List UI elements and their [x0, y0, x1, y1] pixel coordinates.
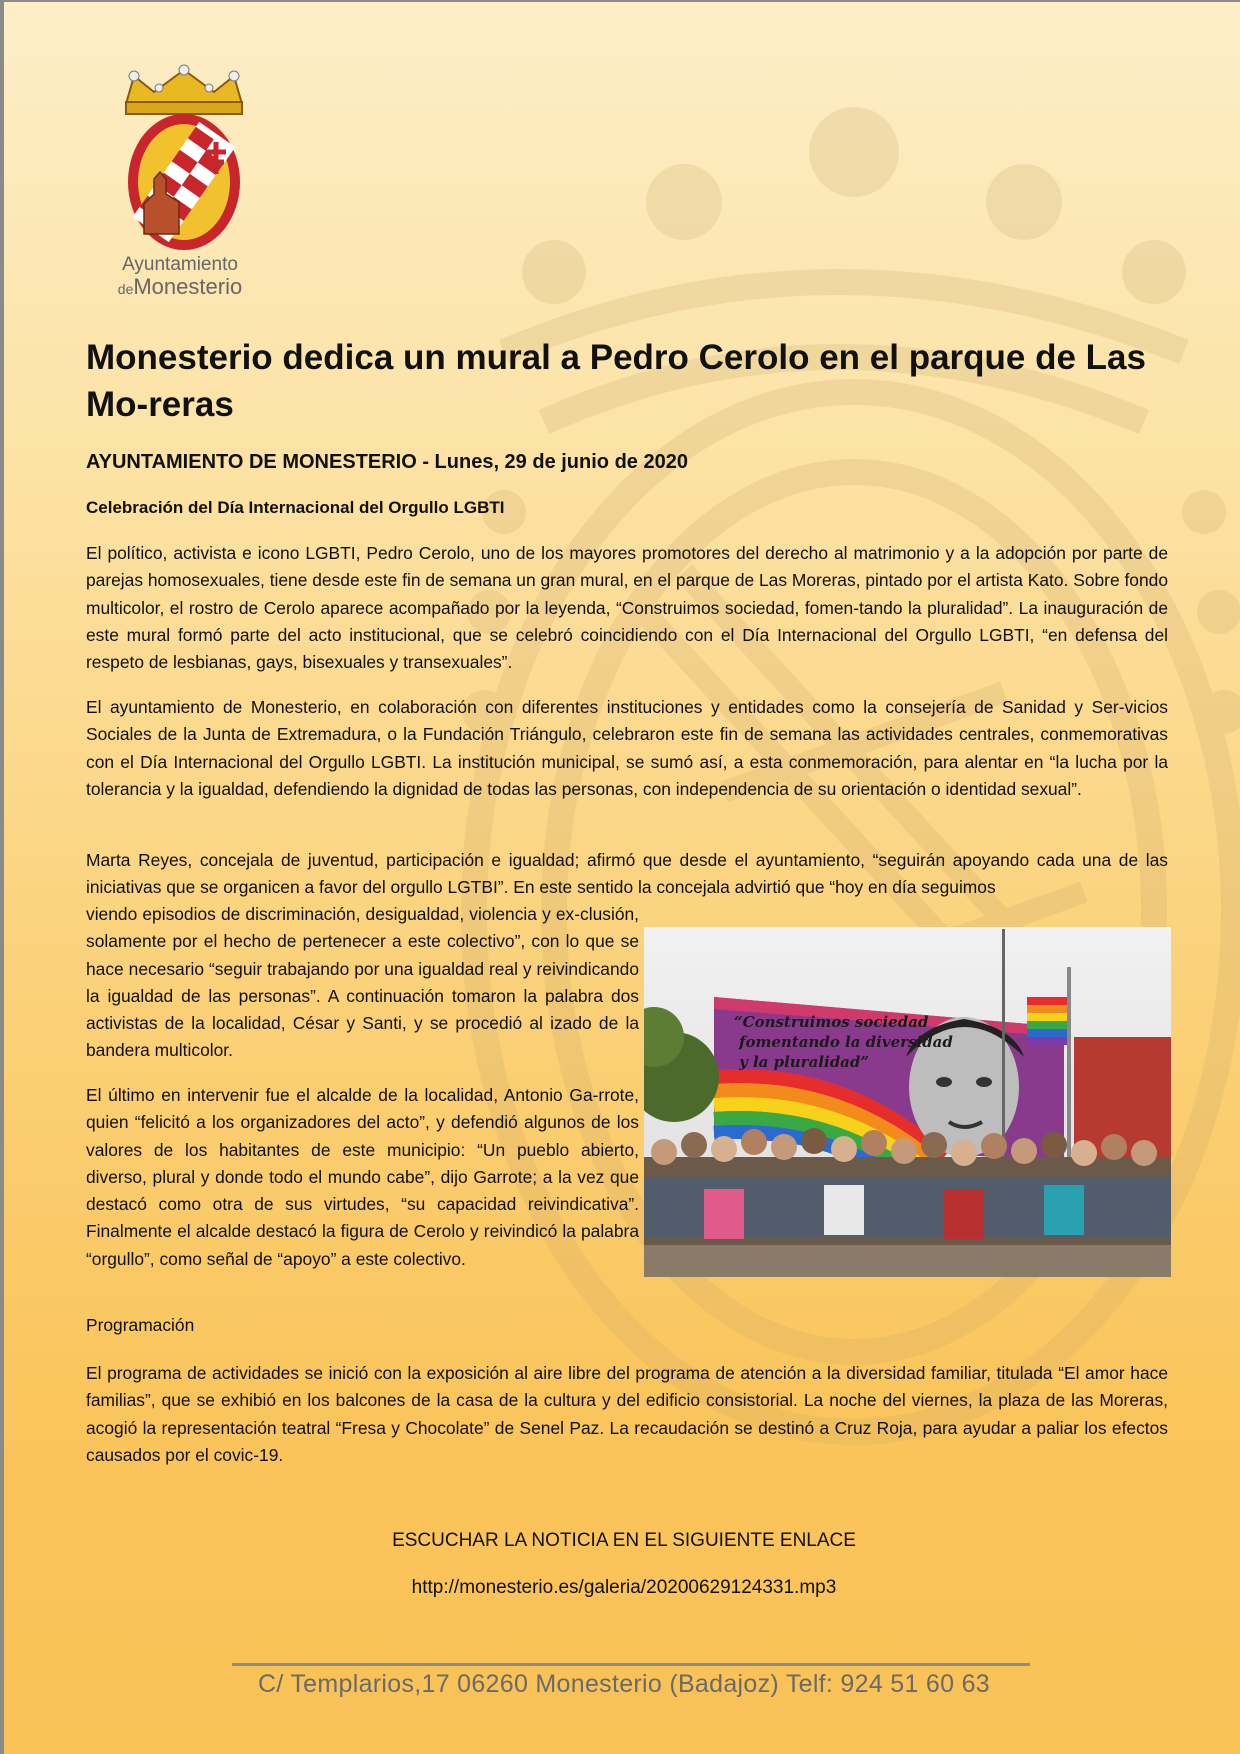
- article-byline: AYUNTAMIENTO DE MONESTERIO - Lunes, 29 de junio de 2020: [86, 451, 688, 473]
- paragraph-1: El político, activista e icono LGBTI, Pedro Cerolo, uno de los mayores promotores del derecho al matrimonio y a la adopción por parte de parejas homosexuales, tiene desde este fin de semana un gran mural, en el parque de Las Moreras, pintado por el artista Kato. Sobre fondo multicolor, el rostro de Cerolo aparece acompañado por la leyenda, “Construimos sociedad, fomen-tando la pluralidad”. La inauguración de este mural formó parte del acto institucional, que se celebró coincidiendo con el Día Internacional del Orgullo LGBTI, “en defensa del respeto de lesbianas, gays, bisexuales y transexuales”.: [86, 543, 1168, 673]
- mural-text-line-3: y la pluralidad”: [739, 1053, 870, 1071]
- footer-address: C/ Templarios,17 06260 Monesterio (Badajoz) Telf: 924 51 60 63: [257, 1670, 990, 1698]
- mural-text-line-1: “Construimos sociedad: [734, 1013, 929, 1031]
- paragraph-3: Marta Reyes, concejala de juventud, participación e igualdad; afirmó que desde el ayuntamiento, “seguirán apoyando cada una de las iniciativas que se organicen a favor del orgullo LGTBI”. En este sentido la concejala advirtió que “hoy en día seguimos: [86, 850, 1168, 898]
- logo-line-monesterio: [100, 275, 260, 298]
- paragraph-3-continued: viendo episodios de discriminación, desigualdad, violencia y ex-clusión, solamente por el hecho de pertenecer a este colectivo”, con lo que se hace necesario “seguir trabajando por una igualdad real y reivindicando la igualdad de las personas”. A continuación tomaron la palabra dos activistas de la localidad, César y Santi, y se procedió al izado de la bandera multicolor.: [86, 904, 639, 1061]
- logo-line-de: de: [117, 280, 134, 297]
- logo-line-monesterio-name: Monesterio: [133, 273, 243, 299]
- section-heading-programacion: Programación: [86, 1315, 195, 1335]
- logo-line-ayuntamiento: Ayuntamiento: [122, 254, 238, 275]
- audio-link-heading: ESCUCHAR LA NOTICIA EN EL SIGUIENTE ENLACE: [392, 1530, 856, 1551]
- article-subtitle: Celebración del Día Internacional del Orgullo LGBTI: [86, 498, 505, 517]
- audio-link[interactable]: http://monesterio.es/galeria/20200629124331.mp3: [411, 1577, 837, 1598]
- municipal-coat-of-arms-logo: [104, 64, 264, 264]
- logo-caption: [100, 255, 260, 298]
- mural-photo: [644, 927, 1171, 1277]
- paragraph-5: El programa de actividades se inició con la exposición al aire libre del programa de atención a la diversidad familiar, titulada “El amor hace familias”, que se exhibió en los balcones de la casa de la cultura y del edificio consistorial. La noche del viernes, la plaza de las Moreras, acogió la representación teatral “Fresa y Chocolate” de Senel Paz. La recaudación se destinó a Cruz Roja, para ayudar a paliar los efectos causados por el covic-19.: [86, 1363, 1168, 1465]
- paragraph-4: El último en intervenir fue el alcalde de la localidad, Antonio Ga-rrote, quien “felicitó a los organizadores del acto”, y defendió algunos de los valores de los habitantes de este municipio: “Un pueblo abierto, diverso, plural y donde todo el mundo cabe”, dijo Garrote; a la vez que destacó como otra de sus virtudes, “su capacidad reivindicativa”. Finalmente el alcalde destacó la figura de Cerolo y reivindicó la palabra “orgullo”, como señal de “apoyo” a este colectivo.: [86, 1085, 639, 1269]
- paragraph-2: El ayuntamiento de Monesterio, en colaboración con diferentes instituciones y entidades como la consejería de Sanidad y Ser-vicios Sociales de la Junta de Extremadura, o la Fundación Triángulo, celebraron este fin de semana las actividades centrales, conmemorativas con el Día Internacional del Orgullo LGBTI. La institución municipal, se sumó así, a esta conmemoración, para alentar en “la lucha por la tolerancia y la igualdad, defendiendo la dignidad de todas las personas, con independencia de su orientación o identidad sexual”.: [86, 697, 1168, 799]
- mural-text-line-2: fomentando la diversidad: [739, 1033, 953, 1051]
- article-title: Monesterio dedica un mural a Pedro Cerolo en el parque de Las Mo-reras: [86, 338, 1146, 424]
- footer-divider: [232, 1663, 1030, 1666]
